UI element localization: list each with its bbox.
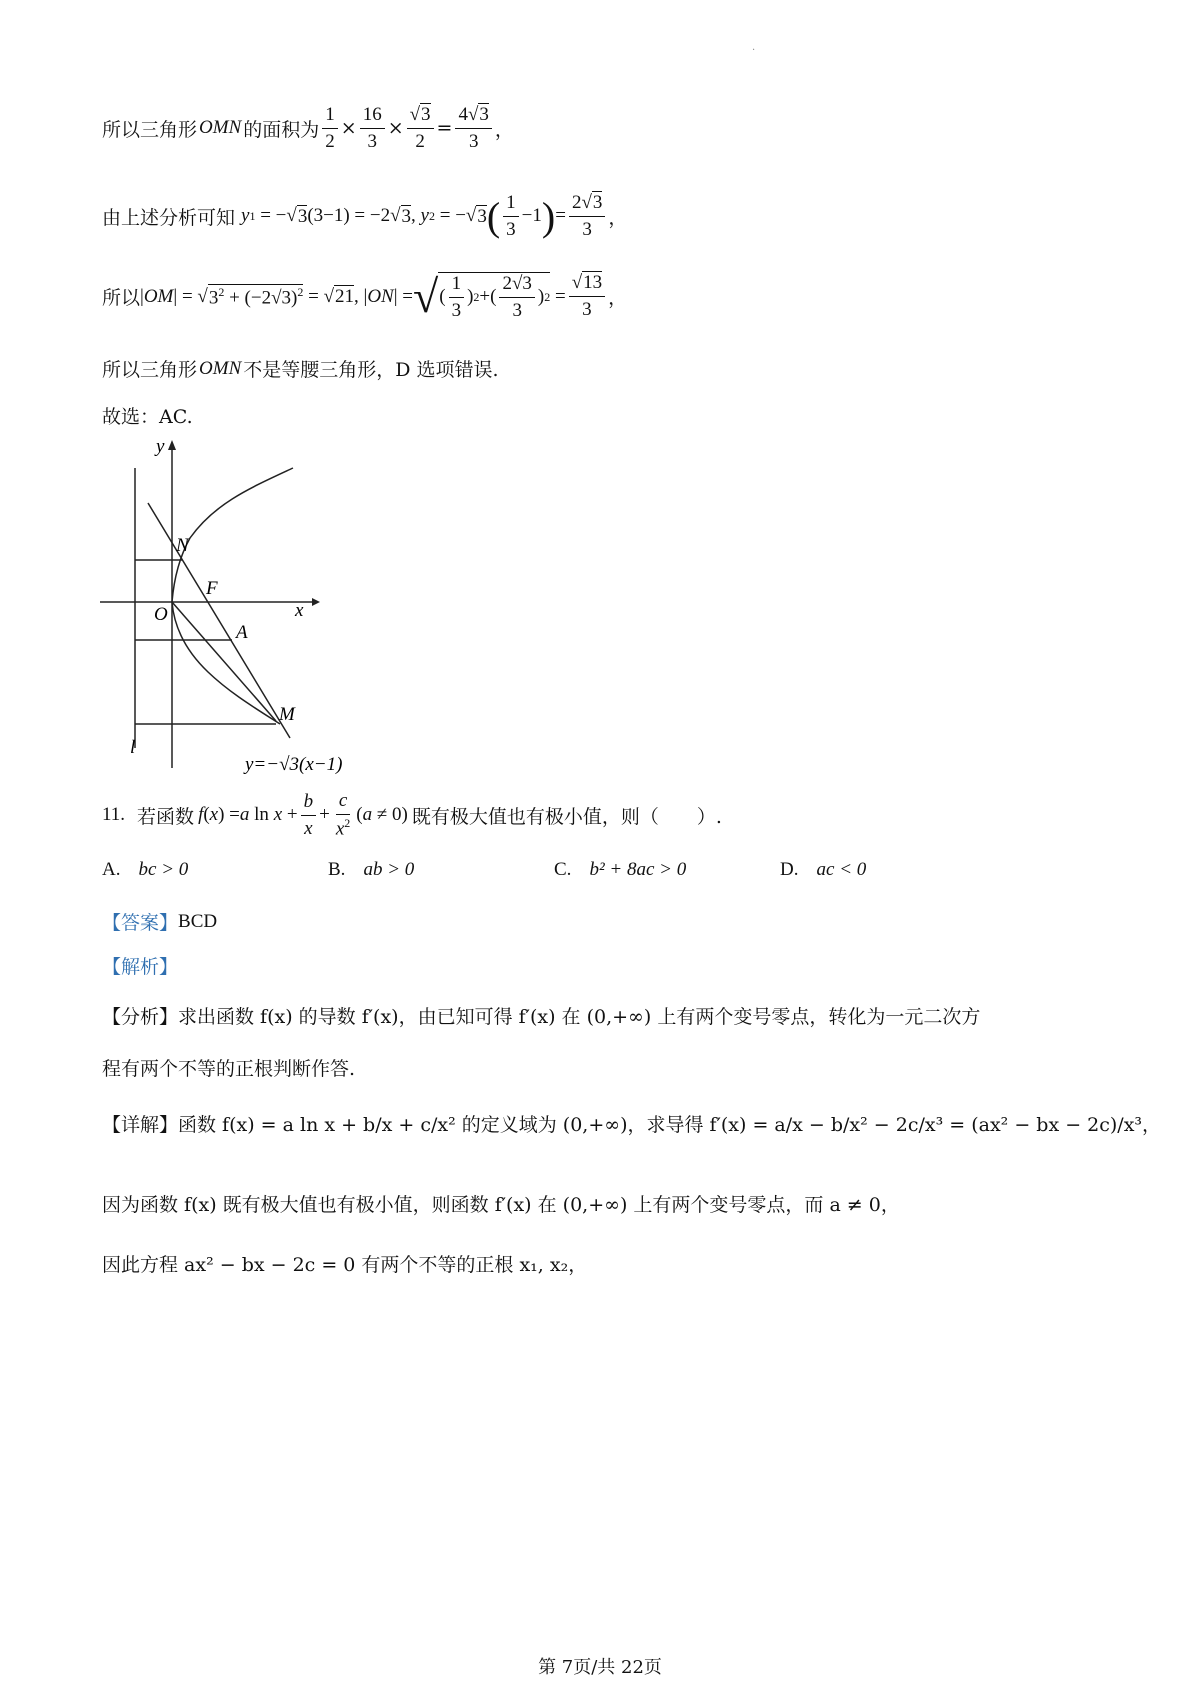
fenxi-tag: 【分析】 — [102, 1006, 179, 1028]
xiangjie-text: 函数 f(x) = a ln x + b/x + c/x² 的定义域为 (0,+∞)，求导得 f′(x) = a/x − b/x² − 2c/x³ = (ax² − bx − 2c)/x³， — [178, 1114, 1162, 1136]
option-a-label: A. — [102, 859, 121, 880]
answer-tag: 【答案】 — [102, 912, 179, 934]
answer-value: BCD — [178, 910, 218, 932]
choose-text: 故选：AC. — [102, 406, 193, 428]
option-c[interactable] — [554, 858, 686, 881]
question-text: 若函数 — [137, 805, 195, 828]
line-equation-label: y=−√3(x−1) — [245, 754, 343, 775]
label-x: x — [295, 600, 304, 621]
label-o: O — [154, 604, 168, 625]
label-f: F — [206, 578, 218, 599]
fenxi-line1 — [102, 1002, 980, 1029]
option-a[interactable] — [102, 858, 188, 881]
line-not-isosceles — [102, 355, 499, 382]
line4-text2: 不是等腰三角形，D 选项错误. — [243, 359, 499, 381]
line-lengths-text: 所以 — [102, 287, 141, 309]
fenxi-text2: 程有两个不等的正根判断作答. — [102, 1058, 356, 1080]
option-a-expr: bc > 0 — [138, 859, 189, 880]
analysis-line — [102, 952, 178, 979]
parabola-figure — [90, 428, 380, 788]
fenxi-line2 — [102, 1054, 355, 1081]
option-d-label: D. — [780, 859, 799, 880]
xiangjie-tag: 【详解】 — [102, 1114, 179, 1136]
question-text2: 既有极大值也有极小值，则（ ）. — [411, 805, 722, 828]
page-footer — [0, 1653, 1200, 1679]
lengths-formula: | OM | = √ $3^2 + (-2√3)^2$ = √ 21 , | ON | = √ ( $\frac{1}{3}$ ) 2 +( $\frac{2√3}{3}$ ) 2 = $\frac{√13}{3}$ ， — [140, 271, 628, 322]
xiangjie-line — [102, 1110, 1161, 1137]
option-c-label: C. — [554, 859, 572, 880]
question-function: f ( x ) = a ln x + $\frac{b}{x}$ + $\frac{c}{x^2}$ ( a ≠ 0) — [198, 790, 408, 840]
omn-symbol-2: OMN — [199, 357, 242, 379]
line-y-values — [102, 192, 627, 241]
therefore-text: 因此方程 ax² − bx − 2c = 0 有两个不等的正根 x₁, x₂， — [102, 1254, 588, 1276]
label-a: A — [236, 622, 248, 643]
analysis-tag: 【解析】 — [102, 956, 179, 978]
area-formula: $\frac{1}{2}$ × $\frac{16}{3}$ × $\frac{√3}{2}$ = $\frac{4√3}{3}$ ， — [319, 104, 514, 153]
line-area-text2: 的面积为 — [243, 118, 320, 141]
option-b[interactable] — [328, 858, 414, 881]
question-11 — [102, 790, 722, 840]
fenxi-text1: 求出函数 f(x) 的导数 f′(x)，由已知可得 f′(x) 在 (0,+∞) 上有两个变号零点，转化为一元二次方 — [178, 1006, 981, 1028]
y-values-formula: y 1 = −√ 3 (3−1) = −2√ 3 , y 2 = −√ 3 ( $\frac{1}{3}$ −1 ) = $\frac{2√3}{3}$ ， — [241, 192, 628, 240]
therefore-line — [102, 1250, 587, 1277]
label-y: y — [156, 436, 165, 457]
omn-symbol: OMN — [199, 117, 242, 139]
line4-text: 所以三角形 — [102, 359, 198, 381]
label-l: l — [130, 737, 136, 758]
line-choose — [102, 402, 193, 429]
option-c-expr: b² + 8ac > 0 — [589, 859, 687, 880]
answer-line — [102, 908, 217, 935]
line-lengths — [102, 270, 627, 323]
top-dot: . — [752, 42, 756, 53]
page-number: 第 7页/共 22页 — [538, 1657, 662, 1678]
label-m: M — [279, 704, 295, 725]
option-d-expr: ac < 0 — [816, 859, 867, 880]
option-b-expr: ab > 0 — [363, 859, 415, 880]
because-line — [102, 1190, 900, 1217]
option-d[interactable] — [780, 858, 866, 881]
option-b-label: B. — [328, 859, 346, 880]
line-area — [102, 104, 514, 153]
because-text: 因为函数 f(x) 既有极大值也有极小值，则函数 f′(x) 在 (0,+∞) 上有两个变号零点，而 a ≠ 0， — [102, 1194, 900, 1216]
label-n: N — [176, 535, 189, 556]
question-number: 11. — [102, 804, 126, 825]
line-y-text: 由上述分析可知 — [102, 206, 236, 229]
line-area-text: 所以三角形 — [102, 118, 198, 141]
